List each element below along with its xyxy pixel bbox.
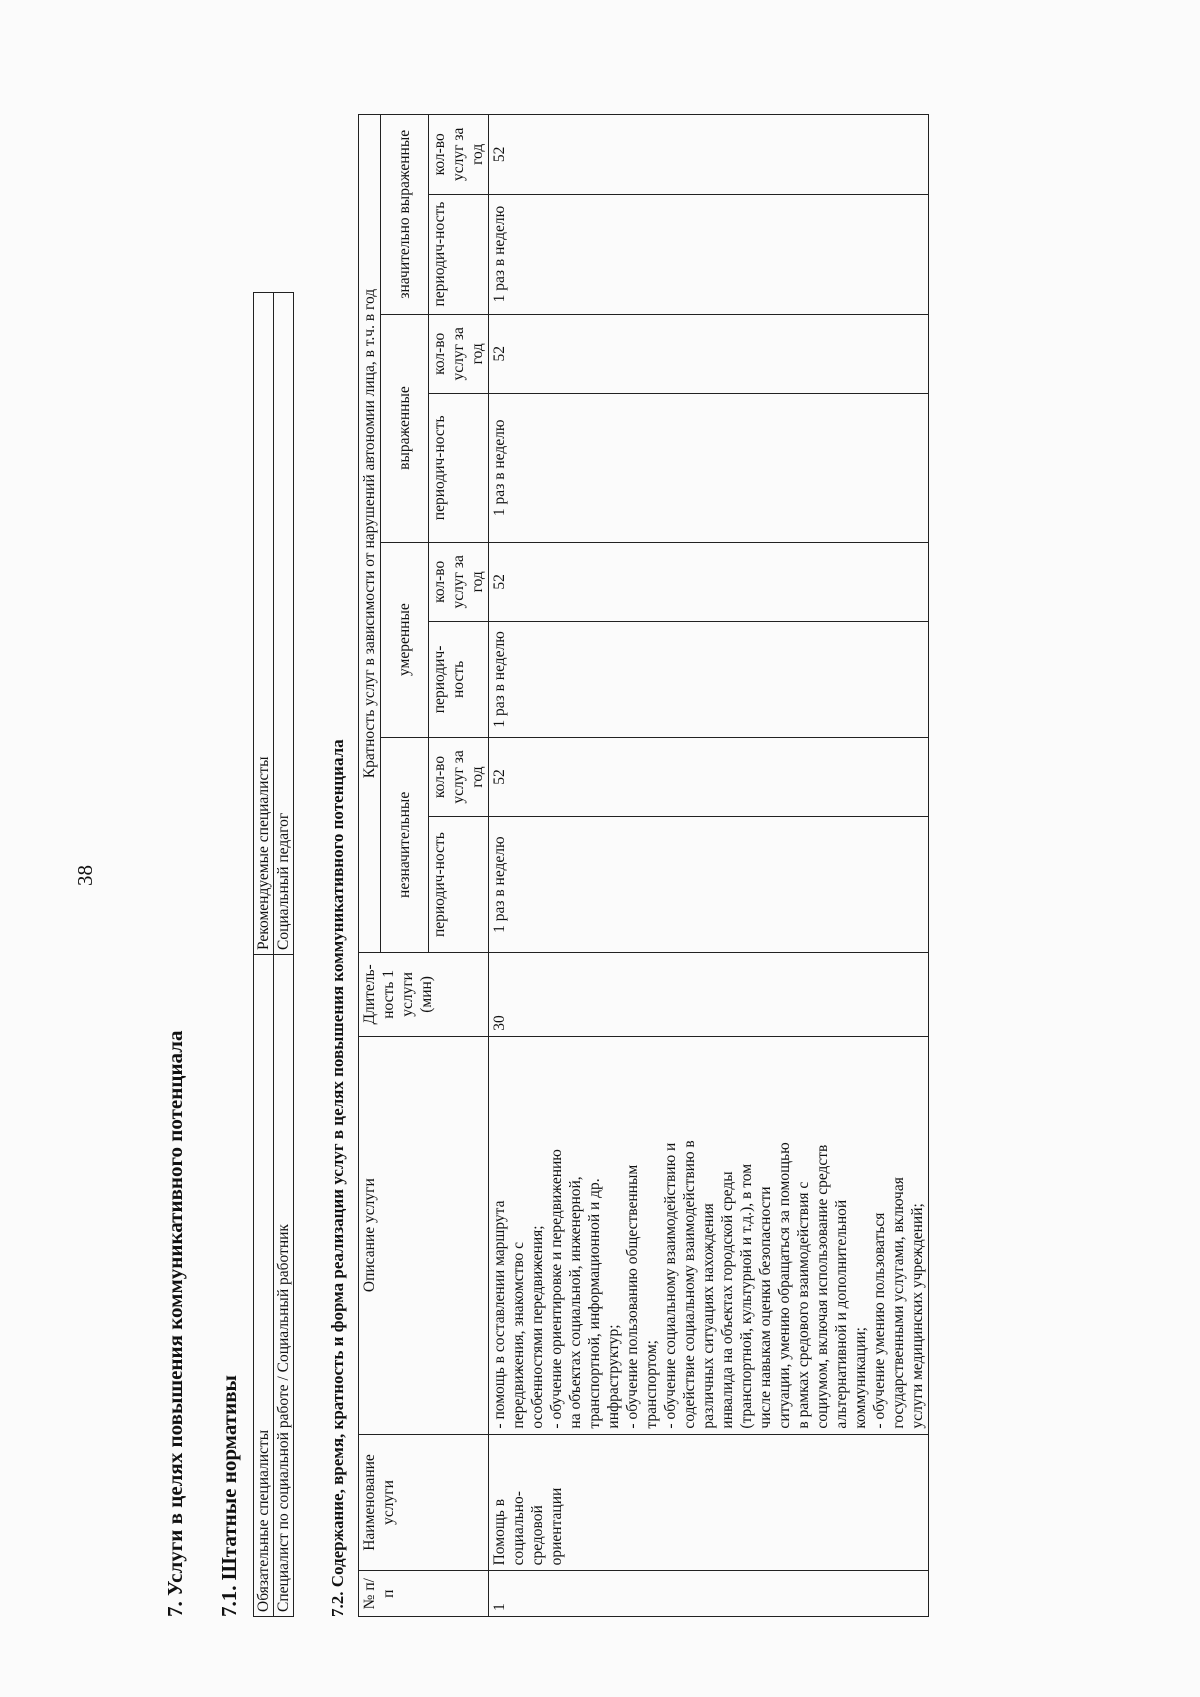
description-line: на объектах социальной, инженерной, <box>567 1176 584 1429</box>
description-line: социумом, включая использование средств <box>814 1144 831 1429</box>
description-line: (транспортной, культурной и т.д.), в том <box>738 1163 755 1429</box>
description-line: инвалида на объектах городской среды <box>719 1171 736 1429</box>
col-header-level-moderate: умеренные <box>381 542 429 737</box>
mandatory-specialists-value: Специалист по социальной работе / Социальный работник <box>274 955 294 1617</box>
subsection-staff-title: 7.1. Штатные нормативы <box>217 1375 241 1617</box>
section-title: 7. Услуги в целях повышения коммуникативного потенциала <box>163 1030 187 1617</box>
description-line: особенностями передвижения; <box>529 1225 546 1429</box>
col-header-level-pronounced: выраженные <box>381 314 429 542</box>
staff-header-row <box>254 293 274 1617</box>
description-line: коммуникации; <box>852 1327 869 1429</box>
col-header-periodicity: периодич-ность <box>429 194 489 314</box>
row-count-pronounced: 52 <box>489 314 929 394</box>
col-header-name: Наименование услуги <box>359 1434 489 1571</box>
description-line: транспортом; <box>643 1340 660 1429</box>
description-line: - обучение социальному взаимодействию и <box>662 1142 679 1429</box>
row-count-moderate: 52 <box>489 542 929 622</box>
col-header-num: № п/п <box>359 1571 489 1617</box>
description-line: - обучение умению пользоваться <box>871 1212 888 1429</box>
col-header-count: кол-во услуг за год <box>429 314 489 394</box>
row-num: 1 <box>489 1571 929 1617</box>
row-count-significant: 52 <box>489 115 929 195</box>
description-line: числе навыкам оценки безопасности <box>757 1186 774 1429</box>
page-number: 38 <box>73 865 97 886</box>
description-line: в рамках средового взаимодействия с <box>795 1181 812 1429</box>
col-header-periodicity: периодич-ность <box>429 622 489 738</box>
staff-table <box>253 292 294 1617</box>
recommended-specialists-value: Социальный педагог <box>274 293 294 955</box>
row-periodicity-moderate: 1 раз в неделю <box>489 622 929 738</box>
recommended-specialists-header: Рекомендуемые специалисты <box>254 293 274 955</box>
row-description <box>489 1036 929 1434</box>
table-row <box>489 115 929 1617</box>
col-header-duration: Длитель-ность 1 услуги (мин) <box>359 953 489 1037</box>
row-periodicity-significant: 1 раз в неделю <box>489 194 929 314</box>
services-table <box>358 114 929 1617</box>
description-line: услуги медицинских учреждений; <box>909 1203 926 1429</box>
description-line: - обучение пользованию общественным <box>624 1164 641 1429</box>
staff-value-row <box>274 293 294 1617</box>
col-header-level-significant: значительно выраженные <box>381 115 429 315</box>
description-line: альтернативной и дополнительной <box>833 1199 850 1429</box>
description-line: ситуации, умению обращаться за помощью <box>776 1142 793 1429</box>
row-duration: 30 <box>489 953 929 1037</box>
description-line: содействие социальному взаимодействию в <box>681 1140 698 1429</box>
description-line: - обучение ориентировке и передвижению <box>548 1149 565 1429</box>
col-header-frequency-group: Кратность услуг в зависимости от нарушений автономии лица, в т.ч. в год <box>359 115 381 953</box>
row-service-name: Помощь в социально-средовой ориентации <box>489 1434 929 1571</box>
description-line: транспортной, информационной и др. <box>586 1178 603 1429</box>
description-line: государственными услугами, включая <box>890 1177 907 1429</box>
row-periodicity-minor: 1 раз в неделю <box>489 817 929 953</box>
description-line: передвижения, знакомство с <box>510 1241 527 1429</box>
mandatory-specialists-header: Обязательные специалисты <box>254 955 274 1617</box>
col-header-count: кол-во услуг за год <box>429 542 489 622</box>
subsection-content-title: 7.2. Содержание, время, кратность и форма реализации услуг в целях повышения коммуникативного потенциала <box>328 739 347 1617</box>
row-periodicity-pronounced: 1 раз в неделю <box>489 394 929 542</box>
col-header-level-minor: незначительные <box>381 737 429 952</box>
col-header-periodicity: периодич-ность <box>429 817 489 953</box>
col-header-periodicity: периодич-ность <box>429 394 489 542</box>
description-line: - помощь в составлении маршрута <box>491 1200 508 1429</box>
header-row-1 <box>359 115 381 1617</box>
col-header-count: кол-во услуг за год <box>429 115 489 195</box>
row-count-minor: 52 <box>489 737 929 817</box>
col-header-description: Описание услуги <box>359 1036 489 1434</box>
description-line: инфраструктур; <box>605 1324 622 1429</box>
description-line: различных ситуациях нахождения <box>700 1203 717 1429</box>
col-header-count: кол-во услуг за год <box>429 737 489 817</box>
